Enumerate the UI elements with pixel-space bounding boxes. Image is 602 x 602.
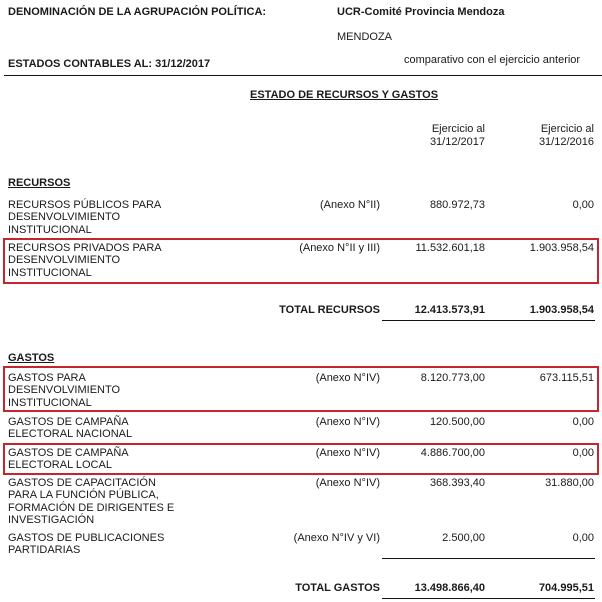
row-value-2017: 880.972,73 — [429, 199, 485, 211]
column-header-2016 — [539, 123, 594, 149]
header-divider — [4, 75, 602, 76]
estados-contables-label: ESTADOS CONTABLES AL: 31/12/2017 — [8, 58, 211, 70]
row-label: GASTOS DE CAMPAÑA ELECTORAL LOCAL — [8, 447, 129, 472]
row-value-2017: 2.500,00 — [442, 532, 485, 544]
total-gastos-2017: 13.498.866,40 — [414, 582, 485, 594]
row-anexo: (Anexo N°IV y VI) — [293, 532, 380, 544]
row-value-2017: 120.500,00 — [429, 416, 485, 428]
row-label: RECURSOS PÚBLICOS PARA DESENVOLVIMIENTO INSTITUCIONAL — [8, 199, 162, 236]
row-value-2017: 8.120.773,00 — [420, 372, 485, 384]
row-value-2017: 11.532.601,18 — [415, 242, 485, 254]
total-gastos-2016: 704.995,51 — [538, 582, 594, 594]
statement-title: ESTADO DE RECURSOS Y GASTOS — [250, 89, 439, 101]
subtotal-rule — [382, 558, 595, 559]
agrupacion-name: UCR-Comité Provincia Mendoza — [337, 6, 505, 18]
column-header-2017-line1: Ejercicio al — [431, 123, 485, 135]
row-label: GASTOS DE CAMPAÑA ELECTORAL NACIONAL — [8, 416, 133, 441]
recursos-heading: RECURSOS — [8, 177, 71, 189]
row-anexo: (Anexo N°IV) — [315, 372, 380, 384]
denominacion-label: DENOMINACIÓN DE LA AGRUPACIÓN POLÍTICA: — [8, 6, 267, 18]
row-value-2016: 1.903.958,54 — [529, 242, 594, 254]
row-anexo: (Anexo N°IV) — [315, 416, 380, 428]
row-value-2017: 4.886.700,00 — [420, 447, 485, 459]
row-value-2017: 368.393,40 — [429, 477, 485, 489]
total-gastos-underline — [382, 598, 595, 599]
row-value-2016: 673.115,51 — [539, 372, 594, 384]
comparativo-note: comparativo con el ejercicio anterior — [404, 54, 581, 66]
row-value-2016: 0,00 — [572, 416, 594, 428]
gastos-heading: GASTOS — [8, 352, 55, 364]
row-value-2016: 31.880,00 — [545, 477, 594, 489]
total-recursos-underline — [382, 320, 595, 321]
total-recursos-label: TOTAL RECURSOS — [279, 304, 380, 316]
row-label: GASTOS PARA DESENVOLVIMIENTO INSTITUCIONAL — [8, 372, 121, 409]
column-header-2016-line2: 31/12/2016 — [538, 136, 594, 148]
row-anexo: (Anexo N°II y III) — [299, 242, 380, 254]
total-recursos-2017: 12.413.573,91 — [414, 304, 485, 316]
row-value-2016: 0,00 — [572, 199, 594, 211]
row-anexo: (Anexo N°IV) — [315, 477, 380, 489]
row-label: RECURSOS PRIVADOS PARA DESENVOLVIMIENTO INSTITUCIONAL — [8, 242, 162, 279]
column-header-2017-line2: 31/12/2017 — [429, 136, 485, 148]
row-value-2016: 0,00 — [572, 447, 594, 459]
total-recursos-2016: 1.903.958,54 — [529, 304, 594, 316]
row-label: GASTOS DE PUBLICACIONES PARTIDARIAS — [8, 532, 165, 557]
row-anexo: (Anexo N°IV) — [315, 447, 380, 459]
column-header-2016-line1: Ejercicio al — [540, 123, 594, 135]
column-header-2017 — [430, 123, 485, 149]
district-name: MENDOZA — [337, 31, 392, 43]
row-label: GASTOS DE CAPACITACIÓN PARA LA FUNCIÓN PÚBLICA, FORMACIÓN DE DIRIGENTES E INVESTIGACIÓN — [8, 477, 175, 526]
row-value-2016: 0,00 — [572, 532, 594, 544]
row-anexo: (Anexo N°II) — [319, 199, 380, 211]
total-gastos-label: TOTAL GASTOS — [295, 582, 380, 594]
